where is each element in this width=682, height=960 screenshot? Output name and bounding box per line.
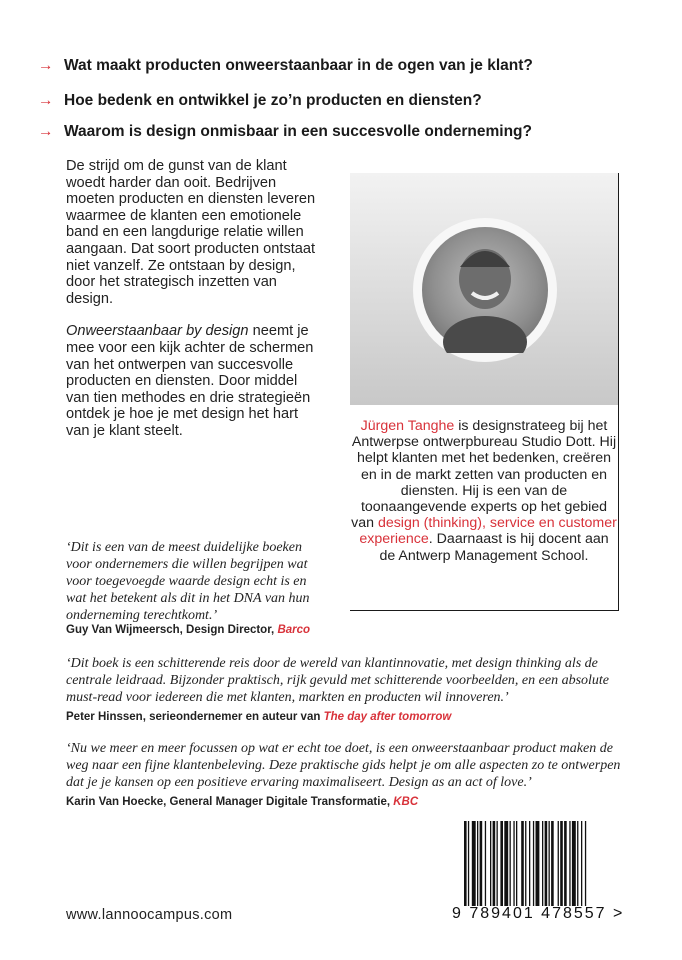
credit-text: Guy Van Wijmeersch, Design Director, — [66, 624, 278, 636]
barcode-bar — [485, 821, 486, 906]
barcode-bar — [497, 821, 498, 906]
arrow-right-icon: → — [38, 123, 54, 140]
author-name: Jürgen Tanghe — [360, 418, 455, 434]
quote-1-credit — [66, 624, 310, 636]
barcode-bar — [504, 821, 508, 906]
barcode-bar — [516, 821, 517, 906]
credit-company: KBC — [393, 796, 419, 808]
credit-text: Karin Van Hoecke, General Manager Digitale Transformatie, — [66, 796, 394, 808]
author-bio-text-1: is designstrateeg bij het Antwerpse ontwerpbureau Studio Dott. Hij helpt klanten met het bedenken, creëren en in de markt zetten van producten en diensten. Hij is een van de toonaangevende experts op het gebied van — [351, 418, 617, 532]
intro-text — [66, 158, 316, 456]
barcode-bar — [549, 821, 550, 906]
barcode-bar — [577, 821, 578, 906]
barcode-bar — [564, 821, 567, 906]
author-bio — [350, 418, 618, 564]
credit-text: Peter Hinssen, serieondernemer en auteur van — [66, 711, 324, 723]
intro-paragraph-2-text: neemt je mee voor een kijk achter de schermen van het ontwerpen van succesvolle producten en diensten. Door middel van tien methodes en drie strategieën ontdek je hoe je met design het hart van je klant steelt. — [66, 323, 314, 439]
barcode-bar — [490, 821, 491, 906]
arrow-right-icon: → — [38, 92, 54, 109]
barcode-bar — [472, 821, 476, 906]
barcode-bar — [513, 821, 514, 906]
barcode-bar — [542, 821, 543, 906]
author-bio-text-2: . Daarnaast is hij docent aan de Antwerp Management School. — [379, 531, 609, 564]
barcode-bar — [560, 821, 563, 906]
publisher-url: www.lannoocampus.com — [66, 907, 233, 923]
barcode-bar — [510, 821, 511, 906]
quote-1: ‘Dit is een van de meest duidelijke boeken voor ondernemers die willen begrijpen wat voor toegevoegde waarde design echt is en wat het betekent als dit in het DNA van hun onderneming terechtkomt.’ — [66, 540, 310, 623]
question-1 — [38, 56, 533, 76]
barcode-bar — [581, 821, 582, 906]
barcode-bar — [551, 821, 554, 906]
barcode-bar — [585, 821, 586, 906]
barcode-bar — [536, 821, 540, 906]
question-3 — [38, 122, 532, 142]
question-text: Wat maakt producten onweerstaanbaar in de ogen van je klant? — [64, 57, 533, 74]
question-2 — [38, 91, 482, 111]
credit-book: The day after tomorrow — [323, 711, 452, 723]
question-text: Waarom is design onmisbaar in een succesvolle onderneming? — [64, 123, 532, 140]
barcode-bar — [558, 821, 559, 906]
barcode-bar — [480, 821, 483, 906]
arrow-right-icon: → — [38, 57, 54, 74]
barcode-bar — [493, 821, 496, 906]
isbn-number: 9 789401 478557 > — [452, 905, 625, 922]
credit-company: Barco — [277, 624, 311, 636]
barcode-bar — [529, 821, 530, 906]
barcode-bar — [500, 821, 503, 906]
barcode-bar — [545, 821, 548, 906]
barcode-bar — [477, 821, 478, 906]
author-expertise: design (thinking), service en customer experience — [359, 515, 617, 548]
quote-3: ‘Nu we meer en meer focussen op wat er echt toe doet, is een onweerstaanbaar product maken de weg naar een fijne klantenbeleving. Deze praktische gids helpt je om alle aspecten zo te ontwerpen dat je je kansen op een positieve ervaring maximaliseert. Design as an act of love.’ — [66, 741, 621, 790]
quote-2-credit — [66, 711, 451, 723]
barcode-bar — [464, 821, 467, 906]
barcode-bar — [525, 821, 526, 906]
barcode-bar — [572, 821, 576, 906]
barcode-bar — [521, 821, 524, 906]
barcode-bar — [569, 821, 570, 906]
question-text: Hoe bedenk en ontwikkel je zo’n producten en diensten? — [64, 92, 482, 109]
isbn-barcode — [452, 821, 632, 906]
barcode-bar — [533, 821, 534, 906]
book-title: Onweerstaanbaar by design — [66, 323, 249, 340]
intro-paragraph-2 — [66, 323, 316, 439]
portrait-icon — [422, 227, 548, 353]
intro-paragraph-1: De strijd om de gunst van de klant woedt harder dan ooit. Bedrijven moeten producten en diensten leveren waarmee de klanten een emotionele band en een langdurige relatie willen aangaan. Dat soort producten ontstaat niet vanzelf. Ze ontstaan by design, door het strategisch inzetten van design. — [66, 158, 316, 307]
barcode-bar — [468, 821, 469, 906]
author-portrait — [413, 218, 557, 362]
quote-3-credit — [66, 796, 418, 808]
quote-2: ‘Dit boek is een schitterende reis door de wereld van klantinnovatie, met design thinking als de centrale leidraad. Bijzonder praktisch, rijk gevuld met schitterende voorbeelden, en een absolute must-read voor iedereen die met klanten, markten en producten wil innoveren.’ — [66, 656, 610, 705]
